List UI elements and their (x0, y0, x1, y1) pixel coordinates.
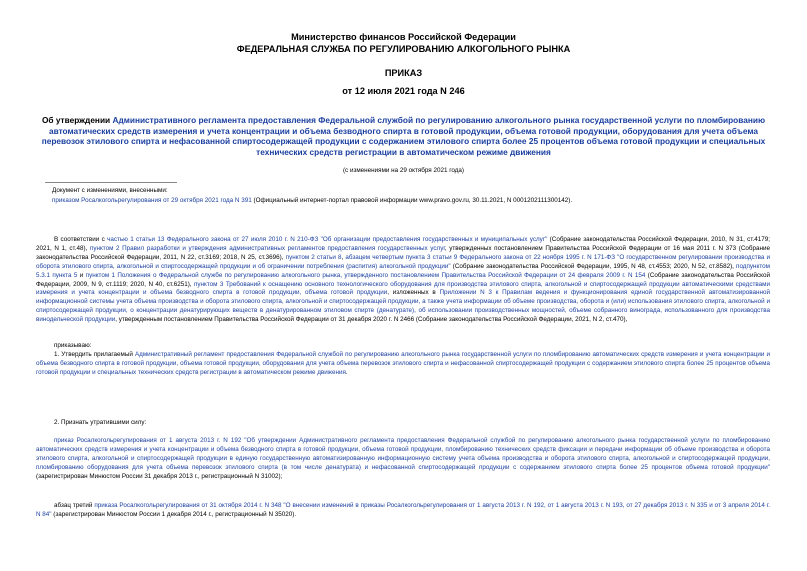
orders-heading: приказываю: (54, 342, 92, 349)
title-prefix: Об утверждении (41, 115, 113, 125)
item-2b-paragraph (36, 502, 770, 520)
paragraph-text: (Собрание законодательства Российской Федерации, 2010, N 31, ст.4179; 2021, N 1, ст.48), (36, 236, 771, 252)
document-type: ПРИКАЗ (384, 68, 423, 78)
legal-reference-link[interactable]: пунктом 1 Положения о Федеральной службе по регулированию алкогольного рынка, утвержденного постановлением Правительства Российской Федерации от 24 февраля 2009 г. N 154 (85, 271, 646, 279)
legal-reference-link[interactable]: подпунктом 5.3.1 пункта 5 (36, 262, 770, 279)
title-regulation-link[interactable]: Административного регламента предоставления Федеральной службой по регулированию алкогольного рынка государственной услуги по пломбированию автоматических средств измерения и учета концентрации и объема безводного спирта в готовой продукции, объема готовой продукции, оборудования для учета объема перевозок этилового спирта и нефасованной спиртосодержащей продукции с содержанием этилового спирта более 25 процентов объема готовой продукции и специальных технических средств регистрации в автоматическом режиме движения (41, 115, 766, 157)
paragraph-text: (Собрание законодательства Российской Федерации, 2009, N 9, ст.1119; 2020, N 40, ст.6251), (36, 271, 770, 288)
paragraph-text: . (345, 368, 348, 376)
ministry-name: Министерство финансов Российской Федерации (291, 32, 516, 42)
paragraph-text: абзац третий (54, 502, 95, 509)
paragraph-text: (зарегистрирован Минюстом России 31 декабря 2013 г., регистрационный N 31002); (36, 472, 283, 480)
paragraph-text: , утвержденным постановлением Правительства Российской Федерации от 31 декабря 2020 г. N 2466 (Собрание законодательства Российской Федерации, 2021, N 2, ст.470), (115, 316, 628, 324)
paragraph-text: , утвержденных постановлением Правительства Российской Федерации от 16 мая 2011 г. N 373 (Собрание законодательства Российской Федерации, 2011, N 22, ст.3169; 2018, N 25, ст.3696), (36, 244, 770, 261)
legal-reference-link[interactable]: пунктом 3 Требований к оснащению основного технологического оборудования для производства этилового спирта, алкогольной и спиртосодержащей продукции автоматическими средствами измерения и учета концентрации и объема безводного спирта в готовой продукции, объема готовой продукции (36, 280, 770, 297)
legal-reference-link[interactable]: Административный регламент предоставления Федеральной службой по регулированию алкогольного рынка государственной услуги по пломбированию автоматических средств измерения и учета концентрации и объема безводного спирта в готовой продукции, объема готовой продукции, оборудования для учета объема перевозок этилового спирта и нефасованной спиртосодержащей продукции с содержанием этилового спирта более 25 процентов объема готовой продукции и специальных технических средств регистрации в автоматическом режиме движения (36, 351, 771, 376)
paragraph-text: В соответствии с (54, 236, 108, 243)
document-title (40, 115, 767, 157)
paragraph-text: , (341, 253, 346, 261)
separator-line (45, 182, 177, 183)
legal-reference-link[interactable]: пунктом 2 Правил разработки и утверждения административных регламентов предоставления государственных услуг (89, 244, 445, 252)
document-date-number: от 12 июля 2021 года N 246 (342, 86, 465, 96)
item-2-heading: 2. Признать утратившими силу: (54, 419, 147, 426)
revision-note: (с изменениями на 29 октября 2021 года) (342, 167, 465, 174)
service-name: ФЕДЕРАЛЬНАЯ СЛУЖБА ПО РЕГУЛИРОВАНИЮ АЛКОГОЛЬНОГО РЫНКА (236, 44, 571, 54)
changes-source: (Официальный интернет-портал правовой информации www.pravo.gov.ru, 30.11.2021, N 0001202111300142). (251, 197, 573, 204)
legal-reference-link[interactable]: приказа Росалкогольрегулирования от 31 октября 2014 г. N 348 "О внесении изменений в приказы Росалкогольрегулирования от 1 августа 2013 г. N 192, от 1 августа 2013 г. N 193, от 27 декабря 2013 г. N 335 и от 3 апреля 2014 г. N 84" (36, 502, 770, 518)
item-2a-paragraph (36, 437, 770, 482)
paragraph-text: , изложенных в (387, 289, 440, 297)
preamble-paragraph (36, 236, 770, 325)
legal-reference-link[interactable]: пунктом 2 статьи 8 (285, 253, 342, 261)
changes-line (52, 196, 772, 205)
amending-order-link[interactable]: приказом Росалкогольрегулирования от 29 октября 2021 года N 391 (52, 197, 252, 204)
item-1-paragraph (36, 351, 770, 378)
paragraph-text: и (77, 271, 86, 279)
paragraph-text: (зарегистрирован Минюстом России 1 декабря 2014 г., регистрационный N 35020). (51, 510, 297, 518)
changes-label: Документ с изменениями, внесенными: (52, 187, 168, 194)
legal-reference-link[interactable]: Приложении N 3 к Правилам ведения и функционирования единой государственной автоматизированной информационной системы учета объема производства и оборота этилового спирта, алкогольной и спиртосодержащей продукции, а также учета информации об объеме производства, оборота и (или) использования этилового спирта, алкогольной и спиртосодержащей продукции, о концентрации денатурирующих веществ в денатурированном этиловом спирте (денатурате), об использовании производственных мощностей, объеме собранного винограда, использованного для производства винодельческой продукции (36, 289, 770, 324)
paragraph-text: 1. Утвердить прилагаемый (54, 351, 135, 358)
paragraph-text: (Собрание законодательства Российской Федерации, 1995, N 48, ст.4553; 2020, N 52, ст.8582), (450, 262, 737, 270)
legal-reference-link[interactable]: абзацем четвертым пункта 3 статьи 9 Федерального закона от 22 ноября 1995 г. N 171-ФЗ "О государственном регулировании производства и оборота этилового спирта, алкогольной и спиртосодержащей продукции и об ограничении потребления (распития) алкогольной продукции" (36, 253, 771, 270)
legal-reference-link[interactable]: приказ Росалкогольрегулирования от 1 августа 2013 г. N 192 "Об утверждении Административного регламента предоставления Федеральной службой по регулированию алкогольного рынка государственной услуги по пломбированию автоматических средств измерения и учета концентрации и объема безводного спирта в готовой продукции, объема готовой продукции, пломбированию технических средств фиксации и передачи информации об объеме производства и оборота этилового спирта, алкогольной и спиртосодержащей продукции в единую государственную автоматизированную информационную систему учета объема производства и оборота этилового спирта, алкогольной и спиртосодержащей продукции, пломбированию оборудования для учета объема перевозок этилового спирта (в том числе денатурата) и нефасованной спиртосодержащей продукции с содержанием этилового спирта более 25 процентов объема готовой продукции" (36, 437, 770, 471)
legal-reference-link[interactable]: частью 1 статьи 13 Федерального закона от 27 июля 2010 г. N 210-ФЗ "Об организации предоставления государственных и муниципальных услуг" (107, 236, 548, 243)
